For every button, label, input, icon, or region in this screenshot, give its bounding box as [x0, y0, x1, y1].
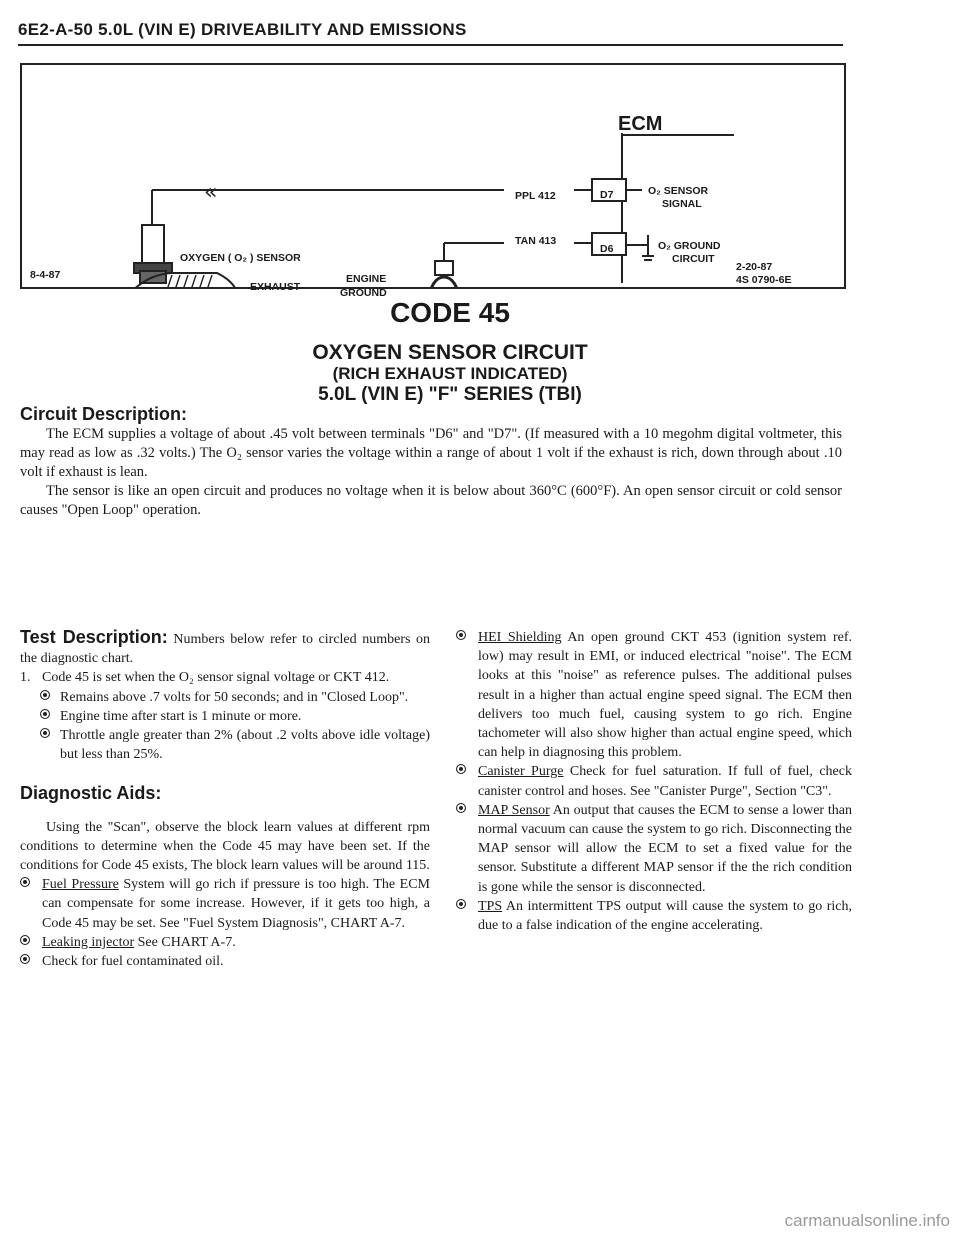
title-line-2: (RICH EXHAUST INDICATED)	[332, 364, 568, 383]
o2-signal-label-1: O₂ SENSOR	[648, 185, 709, 197]
page-header: 6E2-A-50 5.0L (VIN E) DRIVEABILITY AND EMISSIONS	[18, 20, 467, 39]
test-item-1	[20, 668, 430, 687]
title-line-1: OXYGEN SENSOR CIRCUIT	[312, 341, 588, 364]
test-description-heading: Test Description:	[20, 627, 168, 647]
circuit-paragraph-2: The sensor is like an open circuit and produces no voltage when it is below about 360°C (600°F). An open sensor circuit or cold sensor causes "Open Loop" operation.	[20, 483, 842, 518]
svg-text:«: «	[204, 180, 218, 205]
diagnostic-aids-intro: Using the "Scan", observe the block learn values at different rpm conditions to determine when the Code 45 may have been set. If the conditions for Code 45 exists, The block learn values will be around 115.	[20, 819, 430, 874]
aid-canister-purge	[456, 762, 852, 800]
right-column	[456, 628, 852, 935]
left-column	[20, 628, 430, 971]
test-sub-1	[20, 688, 430, 707]
aid-contaminated-oil	[20, 952, 430, 971]
tps-text: An intermittent TPS output will cause the system to go rich, due to a false indication of the engine accelerating.	[478, 898, 852, 934]
contaminated-oil-text: Check for fuel contaminated oil.	[42, 954, 224, 970]
tps-label: TPS	[478, 898, 503, 914]
canister-purge-text: Check for fuel saturation. If full of fuel, check canister control and hoses. See "Canister Purge", Section "C3".	[478, 764, 852, 799]
hei-shielding-text: An open ground CKT 453 (ignition system ref. low) may result in EMI, or induced electrical "noise". The ECM looks at this "noise" as reference pulses. The additional pulses result in a higher than actual engine speed signal. The ECM then delivers too much fuel, causing system to go rich. Engine tachometer will also show higher than actual engine speed, which can help in diagnosing this problem.	[478, 630, 853, 761]
ecm-label: ECM	[618, 113, 663, 135]
ppl-412-label: PPL 412	[515, 190, 556, 202]
wiring-diagram	[20, 63, 846, 299]
date-right: 2-20-87	[736, 261, 773, 273]
bullet-icon	[20, 935, 30, 945]
test-item-1-text: Code 45 is set when the O₂ sensor signal voltage or CKT 412.	[42, 670, 390, 686]
date-left: 8-4-87	[30, 269, 61, 281]
o2-ground-label-1: O₂ GROUND	[658, 240, 721, 252]
test-description	[20, 628, 430, 668]
test-sub-1-text: Remains above .7 volts for 50 seconds; and in "Closed Loop".	[60, 689, 409, 705]
bullet-icon	[456, 803, 466, 813]
aid-leaking-injector	[20, 933, 430, 952]
terminal-d7-label: D7	[600, 189, 614, 201]
bullet-icon	[40, 728, 50, 738]
aid-map-sensor	[456, 801, 852, 897]
wiring-diagram-drawing	[22, 65, 844, 287]
canister-purge-label: Canister Purge	[478, 764, 564, 780]
test-sub-3	[20, 726, 430, 764]
code-title: CODE 45	[390, 297, 510, 328]
bullet-icon	[456, 899, 466, 909]
bullet-icon	[456, 764, 466, 774]
circuit-description	[20, 425, 842, 520]
aid-fuel-pressure	[20, 875, 430, 933]
test-description-intro: Numbers below refer to circled numbers on the diagnostic chart.	[20, 632, 431, 667]
map-sensor-label: MAP Sensor	[478, 802, 550, 818]
map-sensor-text: An output that causes the ECM to sense a lower than normal vacuum can cause the system to go rich. Disconnecting the MAP sensor will allow the ECM to set a fixed value for the sensor. Substitute a different MAP sensor if the the rich condition is gone while the sensor is disconnected.	[478, 802, 852, 895]
diagnostic-aids-heading: Diagnostic Aids:	[20, 783, 162, 804]
o2-ground-label-2: CIRCUIT	[672, 253, 715, 265]
tan-413-label: TAN 413	[515, 235, 557, 247]
engine-ground-label-2: GROUND	[340, 287, 387, 299]
watermark: carmanualsonline.info	[784, 1211, 950, 1230]
terminal-d6-label: D6	[600, 243, 614, 255]
fuel-pressure-text: System will go rich if pressure is too high. The ECM can compensate for some increase. However, if it gets too high, a Code 45 may be set. See "Fuel System Diagnosis", CHART A-7.	[42, 877, 430, 931]
o2-signal-label-2: SIGNAL	[662, 198, 702, 210]
bullet-icon	[40, 690, 50, 700]
header-rule	[18, 44, 843, 46]
leaking-injector-label: Leaking injector	[42, 934, 135, 950]
bullet-icon	[20, 877, 30, 887]
bullet-icon	[40, 709, 50, 719]
bullet-icon	[456, 630, 466, 640]
oxygen-sensor-label: OXYGEN ( O₂ ) SENSOR	[180, 252, 301, 264]
engine-ground-label-1: ENGINE	[346, 273, 387, 285]
circuit-description-heading: Circuit Description:	[20, 404, 188, 424]
test-sub-2-text: Engine time after start is 1 minute or more.	[60, 708, 302, 724]
aid-tps	[456, 897, 852, 935]
test-sub-3-text: Throttle angle greater than 2% (about .2 volts above idle voltage) but less than 25%.	[60, 728, 430, 763]
circuit-paragraph-1: The ECM supplies a voltage of about .45 volt between terminals "D6" and "D7". (If measured with a 10 megohm digital voltmeter, this may read as low as .32 volts.) The O₂ sensor varies the voltage within a range of about 1 volt if the exhaust is rich, down through about .10 volt if exhaust is lean.	[20, 426, 842, 480]
test-item-1-number: 1.	[20, 670, 31, 686]
fuel-pressure-label: Fuel Pressure	[42, 877, 119, 893]
bullet-icon	[20, 954, 30, 964]
hei-shielding-label: HEI Shielding	[478, 630, 562, 645]
test-sub-2	[20, 707, 430, 726]
title-line-3: 5.0L (VIN E) "F" SERIES (TBI)	[318, 384, 582, 405]
leaking-injector-text: See CHART A-7.	[134, 934, 236, 950]
figure-reference: 4S 0790-6E	[736, 274, 792, 286]
aid-hei-shielding	[456, 628, 852, 762]
exhaust-label: EXHAUST	[250, 281, 301, 293]
